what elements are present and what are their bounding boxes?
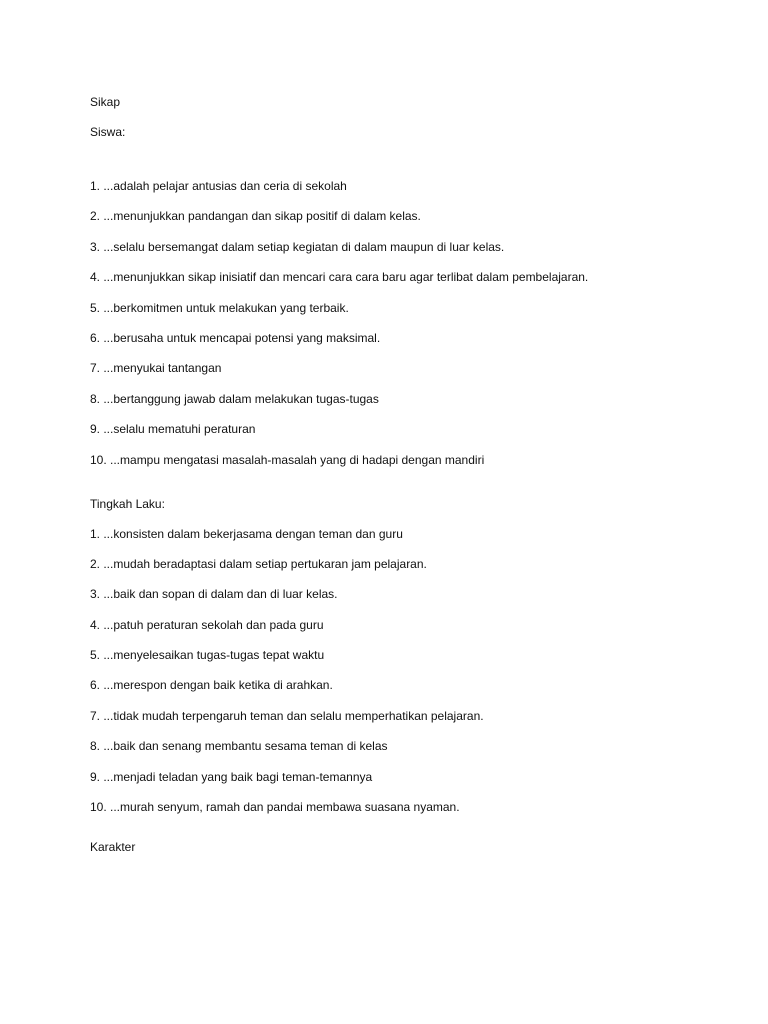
list-item: 5. ...menyelesaikan tugas-tugas tepat waktu <box>90 648 325 663</box>
list-item: 2. ...mudah beradaptasi dalam setiap pertukaran jam pelajaran. <box>90 556 427 571</box>
list-item: 7. ...menyukai tantangan <box>90 361 222 376</box>
list-item: 1. ...konsisten dalam bekerjasama dengan teman dan guru <box>90 526 403 541</box>
list-item: 6. ...berusaha untuk mencapai potensi yang maksimal. <box>90 330 381 345</box>
list-item: 8. ...baik dan senang membantu sesama teman di kelas <box>90 739 388 754</box>
list-item: 9. ...menjadi teladan yang baik bagi teman-temannya <box>90 769 373 784</box>
footer-heading: Karakter <box>90 840 136 855</box>
list-item: 9. ...selalu mematuhi peraturan <box>90 422 256 437</box>
list-item: 10. ...mampu mengatasi masalah-masalah yang di hadapi dengan mandiri <box>90 452 485 467</box>
page-title: Sikap <box>90 95 121 109</box>
siswa-list <box>90 178 768 468</box>
list-item: 5. ...berkomitmen untuk melakukan yang terbaik. <box>90 300 349 315</box>
tingkah-laku-list <box>90 526 768 816</box>
section-label-tingkah-laku: Tingkah Laku: <box>90 496 165 511</box>
list-item: 8. ...bertanggung jawab dalam melakukan tugas-tugas <box>90 391 379 406</box>
list-item: 4. ...patuh peraturan sekolah dan pada guru <box>90 617 324 632</box>
list-item: 6. ...merespon dengan baik ketika di arahkan. <box>90 678 333 693</box>
section-label-siswa: Siswa: <box>90 125 126 139</box>
list-item: 10. ...murah senyum, ramah dan pandai membawa suasana nyaman. <box>90 800 460 815</box>
list-item: 2. ...menunjukkan pandangan dan sikap positif di dalam kelas. <box>90 209 421 224</box>
list-item: 3. ...selalu bersemangat dalam setiap kegiatan di dalam maupun di luar kelas. <box>90 239 505 254</box>
list-item: 3. ...baik dan sopan di dalam dan di luar kelas. <box>90 587 338 602</box>
list-item: 4. ...menunjukkan sikap inisiatif dan mencari cara cara baru agar terlibat dalam pembelajaran. <box>90 270 589 285</box>
list-item: 1. ...adalah pelajar antusias dan ceria di sekolah <box>90 179 347 193</box>
list-item: 7. ...tidak mudah terpengaruh teman dan selalu memperhatikan pelajaran. <box>90 708 484 723</box>
